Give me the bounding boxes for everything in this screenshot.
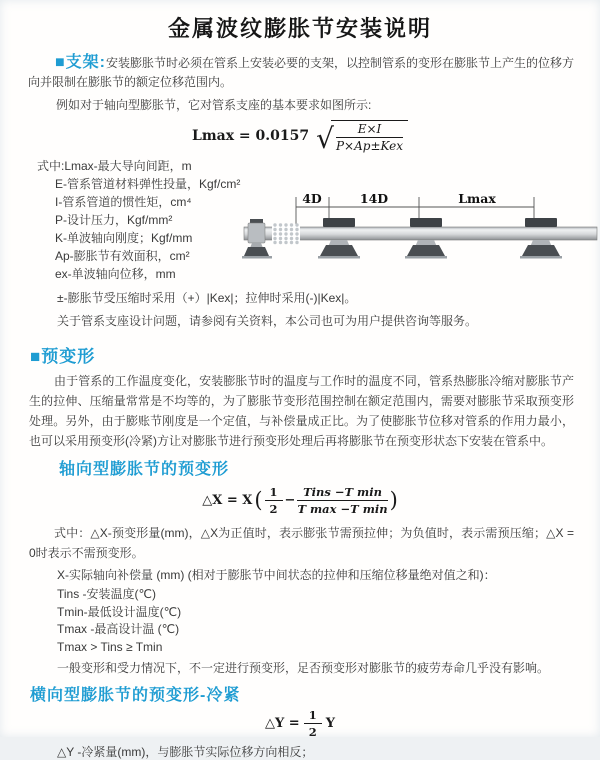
axial-formula-explanation: 式中：△X-预变形量(mm)，△X为正值时，表示膨张节需预拉伸；为负值时，表示需预压缩；△X = 0时表示不需预变形。 bbox=[29, 526, 574, 560]
temperature-definition-list bbox=[57, 586, 600, 656]
definition-line: ex-单波轴向位移，mm bbox=[55, 267, 176, 281]
definition-line: I-管系管道的惯性矩，cm⁴ bbox=[55, 195, 192, 209]
definition-line: P-设计压力，Kgf/mm² bbox=[55, 213, 173, 227]
temperature-fraction bbox=[297, 485, 387, 516]
dim-label-14d: 14D bbox=[359, 191, 389, 206]
consulting-note: 关于管系支座设计问题，请参阅有关资料，本公司也可为用户提供咨询等服务。 bbox=[57, 314, 478, 328]
open-paren: ( bbox=[254, 488, 263, 512]
one-half-fraction bbox=[265, 485, 283, 516]
support-intro-paragraph bbox=[28, 53, 576, 92]
definition-line: K-单波轴向刚度；Kgf/mm bbox=[55, 231, 193, 245]
formula-lmax-lhs: Lmax = 0.0157 bbox=[191, 128, 310, 144]
axial-compensation-definition: X-实际轴向补偿量 (mm) (相对于膨胀节中间状态的拉伸和压缩位移量绝对值之和)： bbox=[57, 568, 496, 582]
pipe-support-diagram bbox=[242, 190, 599, 280]
fraction-denominator: P×Ap±Kex bbox=[335, 138, 404, 153]
square-root bbox=[316, 120, 408, 153]
temp-definition-line: Tmax -最高设计温 (℃) bbox=[57, 622, 180, 636]
radicand bbox=[331, 120, 408, 153]
support-section-heading: ■支架: bbox=[55, 54, 106, 71]
lateral-predeform-heading: 横向型膨胀节的预变形-冷紧 bbox=[30, 687, 241, 704]
one-half-fraction bbox=[304, 708, 322, 739]
support-intro-text: 安装膨胀节时必须在管系上安装必要的支架，以控制管系的变形在膨胀节上产生的位移方向并限制在膨胀节的额定位移范围内。 bbox=[28, 56, 575, 89]
predeform-paragraph: 由于管系的工作温度变化，安装膨胀节时的温度与工作时的温度不同，管系热膨胀冷缩对膨胀节产生的拉伸、压缩量常常是不均等的，为了膨胀节变形范围控制在额定范围内，需要对膨胀节采取预变形处理。另外，由于膨账节刚度是一个定值，与补偿量成正比。为了使膨胀节位移对管系的作用力最小，也可以采用预变形(冷紧)方让对膨胀节进行预变形处理后再将膨胀节在预变形状态下安装在管系中。 bbox=[29, 374, 574, 448]
predeform-section-heading: ■预变形 bbox=[30, 347, 96, 366]
radical-icon: √ bbox=[316, 122, 334, 155]
guide-spacing-formula bbox=[0, 120, 600, 155]
page-title: 金属波纹膨胀节安装说明 bbox=[167, 16, 432, 41]
close-paren: ) bbox=[389, 488, 398, 512]
formula-dx-lhs: △X = X bbox=[202, 492, 253, 508]
temp-definition-line: Tins -安装温度(℃) bbox=[57, 587, 157, 601]
fraction-denominator: 2 bbox=[308, 724, 317, 739]
predeform-general-note: 一般变形和受力情况下，不一定进行预变形，足否预变形对膨胀节的疲劳寿命几乎没有影响。 bbox=[57, 661, 550, 675]
formula-dy-rhs: Y bbox=[325, 715, 335, 731]
fraction-denominator: T max −T min bbox=[297, 501, 388, 516]
cold-tightening-note: △Y -冷紧量(mm)，与膨胀节实际位移方向相反； bbox=[57, 745, 314, 759]
minus-sign: − bbox=[284, 492, 296, 508]
axial-predeform-formula bbox=[0, 483, 600, 517]
fraction-numerator: 1 bbox=[304, 708, 322, 724]
fraction-numerator: Tins −T min bbox=[297, 485, 387, 501]
fraction-numerator: E×I bbox=[336, 122, 403, 138]
axial-predeform-heading: 轴向型膨胀节的预变形 bbox=[59, 461, 230, 478]
sign-convention-note: ±-膨胀节受压缩时采用（+）|Kex|；拉伸时采用(-)|Kex|。 bbox=[57, 291, 357, 305]
temp-inequality-line: Tmax > Tins ≥ Tmin bbox=[57, 639, 163, 654]
formula-dy-lhs: △Y = bbox=[265, 715, 300, 731]
lateral-predeform-formula bbox=[0, 709, 600, 737]
support-example-line: 例如对于轴向型膨胀节，它对管系支座的基本要求如图所示: bbox=[56, 98, 372, 112]
bellows-icon bbox=[272, 223, 300, 244]
definition-line: Ap-膨胀节有效面积，cm² bbox=[55, 249, 190, 263]
formula-fraction bbox=[336, 122, 403, 153]
definition-line: E-管系管道材料弹性投量，Kgf/cm² bbox=[55, 177, 241, 191]
fraction-denominator: 2 bbox=[269, 501, 278, 516]
fraction-numerator: 1 bbox=[265, 485, 283, 501]
dim-label-4d: 4D bbox=[302, 191, 322, 206]
temp-definition-line: Tmin-最低设计温度(℃) bbox=[57, 604, 182, 619]
dim-label-lmax: Lmax bbox=[458, 191, 496, 206]
definition-line: 式中:Lmax-最大导向间距，m bbox=[37, 159, 192, 173]
